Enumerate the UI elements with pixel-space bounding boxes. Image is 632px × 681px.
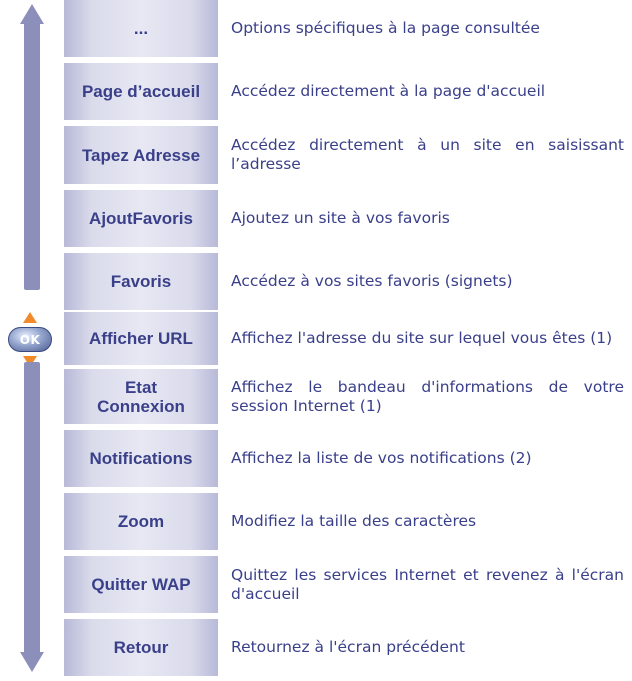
menu-description: Ajoutez un site à vos favoris <box>231 209 450 227</box>
menu-label: Etat Connexion <box>64 369 218 424</box>
menu-label: Page d’accueil <box>64 63 218 120</box>
menu-description: Retournez à l'écran précédent <box>231 638 465 656</box>
menu-row-back[interactable] <box>64 619 632 676</box>
menu-description: Accédez à vos sites favoris (signets) <box>231 272 513 290</box>
menu-row-notifications[interactable] <box>64 430 632 487</box>
scroll-track-top <box>24 22 40 290</box>
scroll-down-arrow-icon[interactable] <box>20 652 44 672</box>
menu-description: Accédez directement à un site en saisissant l’adresse <box>231 136 624 173</box>
menu-label: Tapez Adresse <box>64 126 218 184</box>
menu-row-options[interactable] <box>64 0 632 57</box>
menu-label: AjoutFavoris <box>64 190 218 247</box>
menu-label: Zoom <box>64 493 218 550</box>
menu-label: Quitter WAP <box>64 556 218 613</box>
nav-up-icon[interactable] <box>23 312 37 323</box>
menu-row-home-page[interactable] <box>64 63 632 120</box>
menu-row-quit-wap[interactable] <box>64 556 632 613</box>
menu-description: Affichez le bandeau d'informations de votre session Internet (1) <box>231 377 624 415</box>
menu-row-add-favorite[interactable] <box>64 190 632 247</box>
scroll-up-arrow-icon[interactable] <box>20 4 44 24</box>
scroll-track-bottom <box>24 362 40 654</box>
menu-label: Favoris <box>64 253 218 310</box>
menu-label: ... <box>64 0 218 57</box>
menu-description: Options spécifiques à la page consultée <box>231 19 540 37</box>
menu-row-favorites[interactable] <box>64 253 632 310</box>
menu-description: Affichez la liste de vos notifications (2) <box>231 449 532 467</box>
menu-description: Modifiez la taille des caractères <box>231 512 477 530</box>
menu-row-zoom[interactable] <box>64 493 632 550</box>
menu-description: Affichez l'adresse du site sur lequel vous êtes (1) <box>231 329 613 347</box>
menu-row-type-address[interactable] <box>64 126 632 184</box>
menu-label: Afficher URL <box>64 312 218 365</box>
navigation-rail <box>0 0 64 681</box>
ok-button[interactable]: OK <box>8 327 52 352</box>
menu-label: Notifications <box>64 430 218 487</box>
menu-description: Accédez directement à la page d'accueil <box>231 82 546 100</box>
menu-row-connection-status[interactable] <box>64 369 632 424</box>
menu-row-show-url[interactable] <box>64 312 632 365</box>
menu-label: Retour <box>64 619 218 676</box>
menu-description: Quittez les services Internet et revenez à l'écran d'accueil <box>231 565 624 603</box>
